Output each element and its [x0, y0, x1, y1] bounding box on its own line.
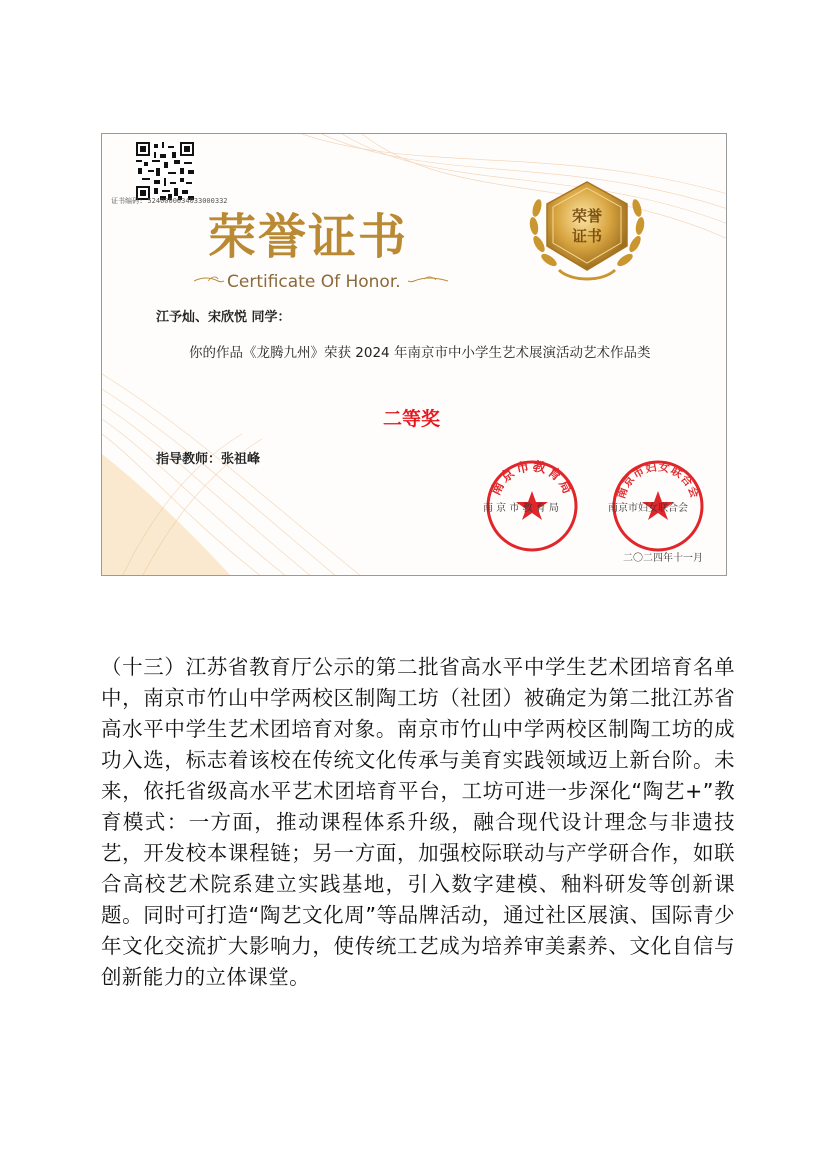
recipient-names: 江予灿、宋欣悦 同学：: [156, 310, 291, 325]
svg-text:南京市教育局: [488, 458, 576, 498]
qr-code-icon: [136, 142, 194, 200]
ornament-left-icon: [194, 275, 224, 287]
seal-2-arc-text: 南京市妇女联合会: [614, 460, 702, 501]
award-description: 你的作品《龙腾九州》荣获 2024 年南京市中小学生艺术展演活动艺术作品类: [189, 345, 651, 361]
certificate-number: 证书编码: 5240000034033000332: [111, 197, 228, 205]
issue-date: 二〇二四年十一月: [623, 553, 703, 564]
ornament-right-icon: [408, 275, 448, 287]
advisor-teacher: 指导教师：张祖峰: [156, 452, 261, 467]
issuer-womens-federation: 南京市妇女联合会: [608, 503, 688, 514]
medal-line-2: 证书: [571, 227, 603, 245]
medal-line-1: 荣誉: [571, 207, 603, 225]
body-paragraph: （十三）江苏省教育厅公示的第二批省高水平中学生艺术团培育名单中，南京市竹山中学两校区制陶工坊（社团）被确定为第二批江苏省高水平中学生艺术团培育对象。南京市竹山中学两校区制陶工坊的成功入选，标志着该校在传统文化传承与美育实践领域迈上新台阶。未来，依托省级高水平艺术团培育平台，工坊可进一步深化“陶艺+”教育模式：一方面，推动课程体系升级，融合现代设计理念与非遗技艺，开发校本课程链；另一方面，加强校际联动与产学研合作，如联合高校艺术院系建立实践基地，引入数字建模、釉料研发等创新课题。同时可打造“陶艺文化周”等品牌活动，通过社区展演、国际青少年文化交流扩大影响力，使传统工艺成为培养审美素养、文化自信与创新能力的立体课堂。: [101, 655, 735, 989]
honor-certificate: [101, 133, 727, 576]
prize-level: 二等奖: [383, 408, 441, 430]
certificate-subtitle: Certificate Of Honor.: [227, 272, 401, 292]
laurel-medal-icon: [525, 174, 649, 290]
issuer-education-bureau: 南 京 市 教 育 局: [483, 503, 559, 514]
seal-1-arc-text: 南京市教育局: [488, 459, 576, 499]
gold-medal-emblem: [525, 174, 649, 290]
certificate-title: 荣誉证书: [208, 209, 409, 265]
